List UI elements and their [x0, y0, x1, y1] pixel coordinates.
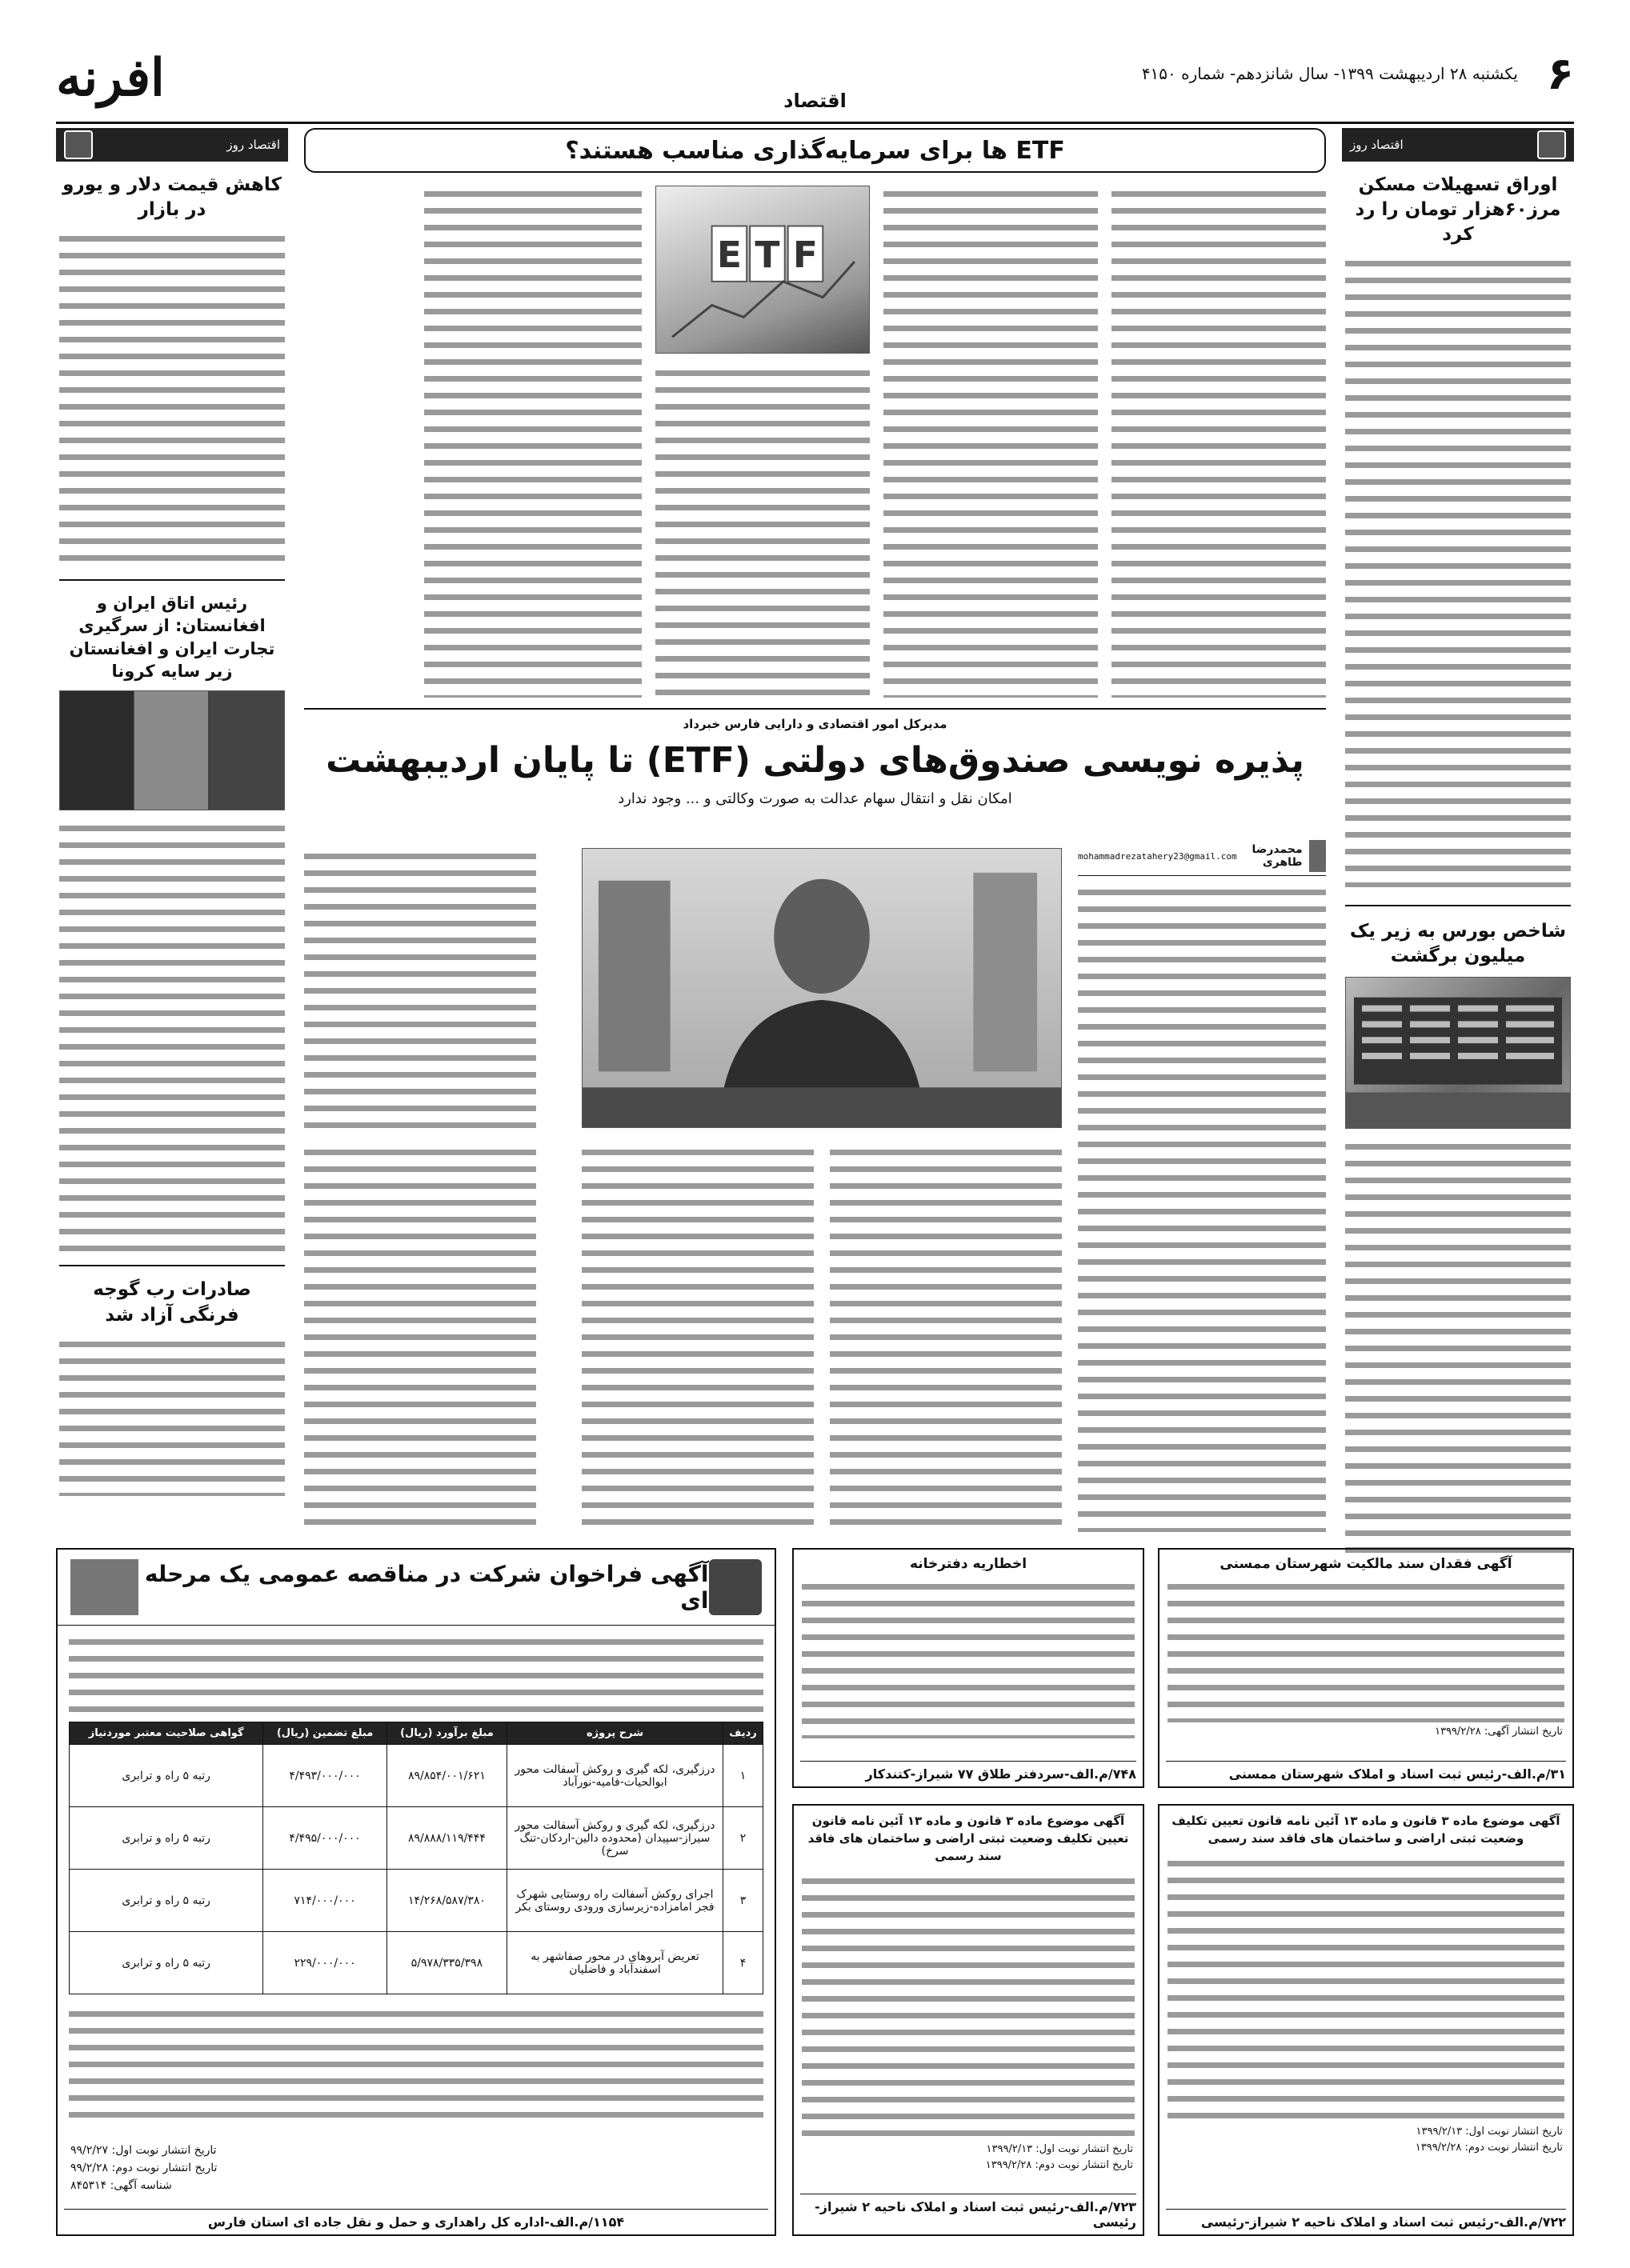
column-label-left: اقتصاد روز — [56, 128, 288, 162]
author-byline — [1078, 840, 1326, 876]
law-notice-b-title: آگهی موضوع ماده ۳ قانون و ماده ۱۳ آئین نامه قانون تعیین تکلیف وضعیت ثبتی اراضی و ساختمان های فاقد سند رسمی — [1171, 1814, 1560, 1846]
top-region — [56, 128, 1574, 1532]
main-body-col-3 — [830, 1144, 1062, 1532]
main-subhead: امکان نقل و انتقال سهام عدالت به صورت وکالتی و ... وجود ندارد — [618, 790, 1012, 807]
center-area — [304, 128, 1326, 1532]
table-header: شرح پروژه — [507, 1722, 723, 1745]
tender-conditions — [69, 2006, 763, 2126]
office-notice-title: اخطاریه دفترخانه — [909, 1556, 1027, 1572]
section-title: اقتصاد — [783, 90, 847, 112]
law-notice-b-footer: ۷۲۲/م.الف-رئیس ثبت اسناد و املاک ناحیه ۲ شیراز-رئیسی — [1166, 2209, 1566, 2230]
dollar-body — [59, 230, 285, 566]
etf-body-col-1 — [1111, 186, 1326, 698]
table-header: گواهی صلاحیت معتبر موردنیاز — [70, 1722, 263, 1745]
afghanistan-trade-headline: رئیس اتاق ایران و افغانستان: از سرگیری تجارت ایران و افغانستان زیر سایه کرونا — [69, 594, 275, 682]
stock-board-photo — [1345, 977, 1571, 1129]
author-email: mohammadrezatahery23@gmail.com — [1078, 850, 1237, 862]
main-body-col-4 — [582, 1144, 814, 1532]
ministry-logo-icon — [709, 1559, 762, 1615]
law-notice-a-dates: تاریخ انتشار نوبت اول: ۱۳۹۹/۲/۱۳ تاریخ انتشار نوبت دوم: ۱۳۹۹/۲/۲۸ — [985, 2143, 1133, 2171]
etf-body-col-4 — [424, 186, 642, 698]
law-notice-b-body — [1167, 1855, 1564, 2119]
masthead — [56, 48, 1574, 124]
housing-bond-body — [1345, 255, 1571, 887]
left-column — [56, 128, 288, 1532]
flags-photo — [59, 690, 285, 810]
tender-footer: ۱۱۵۴/م.الف-اداره کل راهداری و حمل و نقل جاده ای استان فارس — [64, 2209, 768, 2230]
etf-graphic — [655, 186, 870, 354]
afghanistan-trade-body — [59, 820, 285, 1252]
issue-info: یکشنبه ۲۸ اردیبهشت ۱۳۹۹- سال شانزدهم- شماره ۴۱۵۰ — [1141, 64, 1518, 83]
law-notice-a-title: آگهی موضوع ماده ۳ قانون و ماده ۱۳ آئین نامه قانون تعیین تکلیف وضعیت ثبتی اراضی و ساختمان های فاقد سند رسمی — [807, 1814, 1129, 1863]
etf-body-col-3 — [655, 365, 870, 698]
table-row: ۳ اجرای روکش آسفالت راه روستایی شهرک فجر امامزاده-زیرسازی ورودی روستای بکر ۱۴/۲۶۸/۵۸۷/۳۸۰ ۷۱۴/۰۰۰/۰۰۰ رتبه ۵ راه و ترابری — [70, 1870, 763, 1932]
tomato-paste-headline: صادرات رب گوجه فرنگی آزاد شد — [93, 1279, 251, 1326]
main-headline: پذیره نویسی صندوق‌های دولتی (ETF) تا پایان اردیبهشت — [326, 740, 1304, 782]
law-notice-b-dates: تاریخ انتشار نوبت اول: ۱۳۹۹/۲/۱۳ تاریخ انتشار نوبت دوم: ۱۳۹۹/۲/۲۸ — [1415, 2126, 1563, 2154]
main-body-col-5 — [304, 1144, 536, 1532]
tender-table — [69, 1722, 763, 1994]
office-notice-body — [802, 1578, 1135, 1738]
law-notice-b — [1158, 1804, 1574, 2236]
etf-story-title: ETF ها برای سرمایه‌گذاری مناسب هستند؟ — [304, 128, 1326, 173]
tender-intro — [69, 1634, 763, 1714]
official-portrait-photo — [582, 848, 1062, 1128]
property-notice — [1158, 1548, 1574, 1788]
section-badge-icon — [1537, 130, 1566, 159]
svg-text:E: E — [716, 234, 742, 277]
page-number: ۶ — [1546, 48, 1574, 100]
newspaper-logo: افرنه — [56, 48, 165, 108]
column-label-right: اقتصاد روز — [1342, 128, 1574, 162]
etf-story — [304, 186, 1326, 698]
main-body-col-2 — [304, 848, 536, 1132]
tender-title: آگهی فراخوان شرکت در مناقصه عمومی یک مرحله ای — [144, 1561, 709, 1614]
property-notice-date: تاریخ انتشار آگهی: ۱۳۹۹/۲/۲۸ — [1435, 1726, 1563, 1738]
agency-seal-icon — [70, 1559, 138, 1615]
office-notice-footer: ۷۴۸/م.الف-سردفتر طلاق ۷۷ شیراز-کتندکار — [800, 1761, 1136, 1782]
law-notice-a-body — [802, 1873, 1135, 2137]
main-story-header — [304, 716, 1326, 809]
property-notice-footer: ۳۱/م.الف-رئیس ثبت اسناد و املاک شهرستان ممسنی — [1166, 1761, 1566, 1782]
office-notice — [792, 1548, 1144, 1788]
right-column — [1342, 128, 1574, 1532]
tomato-paste-body — [59, 1336, 285, 1496]
tender-dates: تاریخ انتشار نوبت اول: ۹۹/۲/۲۷ تاریخ انتشار نوبت دوم: ۹۹/۲/۲۸ شناسه آگهی: ۸۴۵۳۱۴ — [70, 2144, 218, 2192]
dollar-headline: کاهش قیمت دلار و یورو در بازار — [62, 174, 282, 221]
author-name: محمدرضا طاهری — [1252, 843, 1303, 869]
bourse-index-headline: شاخص بورس به زیر یک میلیون برگشت — [1349, 921, 1567, 967]
law-notice-a-footer: ۷۲۳/م.الف-رئیس ثبت اسناد و املاک ناحیه ۲ شیراز-رئیسی — [800, 2194, 1136, 2230]
section-badge-icon — [64, 130, 93, 159]
main-body-col-1 — [1078, 884, 1326, 1532]
table-header: ردیف — [723, 1722, 763, 1745]
tender-ad — [56, 1548, 776, 2236]
svg-text:T: T — [755, 234, 780, 277]
table-row: ۱ درزگیری، لکه گیری و روکش آسفالت محور ابوالحیات-فامیه-نورآباد ۸۹/۸۵۴/۰۰۱/۶۲۱ ۴/۴۹۳/۰۰۰/۰۰۰ رتبه ۵ راه و ترابری — [70, 1745, 763, 1807]
main-kicker: مدیرکل امور اقتصادی و دارایی فارس خبرداد — [683, 717, 947, 731]
svg-text:F: F — [792, 234, 819, 277]
table-header: مبلغ برآورد (ریال) — [386, 1722, 507, 1745]
ads-region — [56, 1548, 1574, 2236]
bourse-index-body — [1345, 1138, 1571, 1554]
table-header: مبلغ تضمین (ریال) — [263, 1722, 387, 1745]
property-notice-body — [1167, 1578, 1564, 1722]
law-notice-a — [792, 1804, 1144, 2236]
housing-bond-headline: اوراق تسهیلات مسکن مرز۶۰هزار تومان را رد کرد — [1355, 174, 1561, 246]
table-row: ۲ درزگیری، لکه گیری و روکش آسفالت محور سیراز-سپیدان (محدوده دالین-اردکان-تنگ سرخ) ۸۹/۸۸۸/۱۱۹/۴۴۴ ۴/۴۹۵/۰۰۰/۰۰۰ رتبه ۵ راه و ترابری — [70, 1807, 763, 1870]
etf-body-col-2 — [883, 186, 1098, 698]
author-avatar — [1309, 840, 1326, 872]
property-notice-title: آگهی فقدان سند مالکیت شهرستان ممسنی — [1219, 1556, 1512, 1572]
table-row: ۴ تعریض آبروهای در محور صفاشهر به اسفندآباد و فاضلیان ۵/۹۷۸/۳۳۵/۳۹۸ ۲۲۹/۰۰۰/۰۰۰ رتبه ۵ راه و ترابری — [70, 1932, 763, 1994]
